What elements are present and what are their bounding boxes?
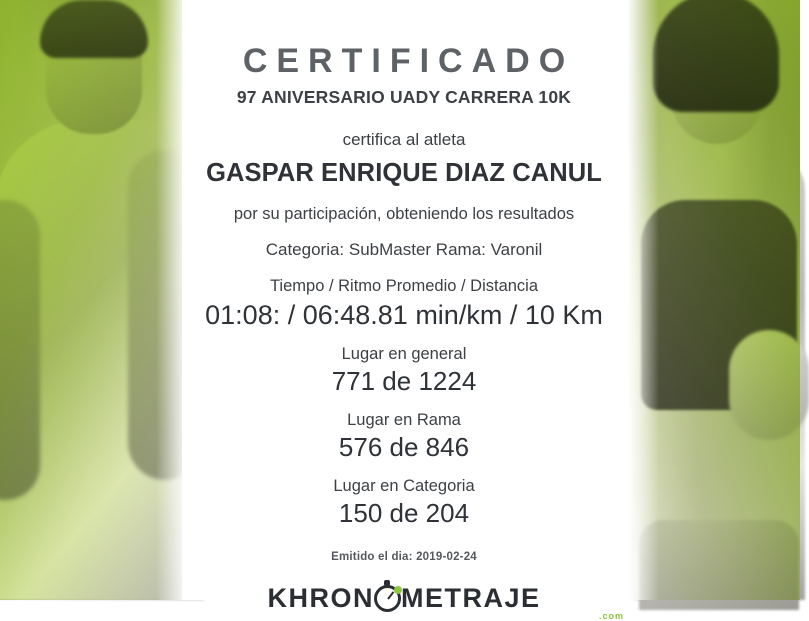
metrics-value: 01:08: / 06:48.81 min/km / 10 Km xyxy=(205,300,603,330)
khronometraje-logo xyxy=(182,583,626,621)
runner-photo-left xyxy=(0,0,190,600)
category-line: Categoria: SubMaster Rama: Varonil xyxy=(265,240,543,259)
metrics-label: Tiempo / Ritmo Promedio / Distancia xyxy=(269,277,539,295)
issued-date: Emitido el dia: 2019-02-24 xyxy=(331,551,477,563)
rank-category-label: Lugar en Categoria xyxy=(333,477,475,495)
logo-text-before: KHRON xyxy=(267,583,374,613)
rank-category-value: 150 de 204 xyxy=(338,498,470,528)
photo-right-edge-fade xyxy=(625,0,659,600)
rank-general-label: Lugar en general xyxy=(341,345,467,363)
participation-line: por su participación, obteniendo los resultados xyxy=(233,205,575,223)
event-name: 97 ANIVERSARIO UADY CARRERA 10K xyxy=(236,87,572,107)
certificate-content-card xyxy=(182,0,626,621)
certifies-line: certifica al atleta xyxy=(342,130,466,149)
athlete-name: GASPAR ENRIQUE DIAZ CANUL xyxy=(206,159,602,187)
certificate-title: CERTIFICADO xyxy=(242,42,575,80)
rank-general-value: 771 de 1224 xyxy=(331,366,477,396)
runner-photo-right xyxy=(625,0,800,600)
stopwatch-stem xyxy=(384,580,390,586)
logo-domain-suffix: .com xyxy=(598,611,624,621)
rank-rama-value: 576 de 846 xyxy=(338,432,470,462)
stopwatch-icon xyxy=(374,585,401,612)
rank-rama-label: Lugar en Rama xyxy=(347,411,461,429)
logo-text-after: METRAJE xyxy=(400,583,541,613)
